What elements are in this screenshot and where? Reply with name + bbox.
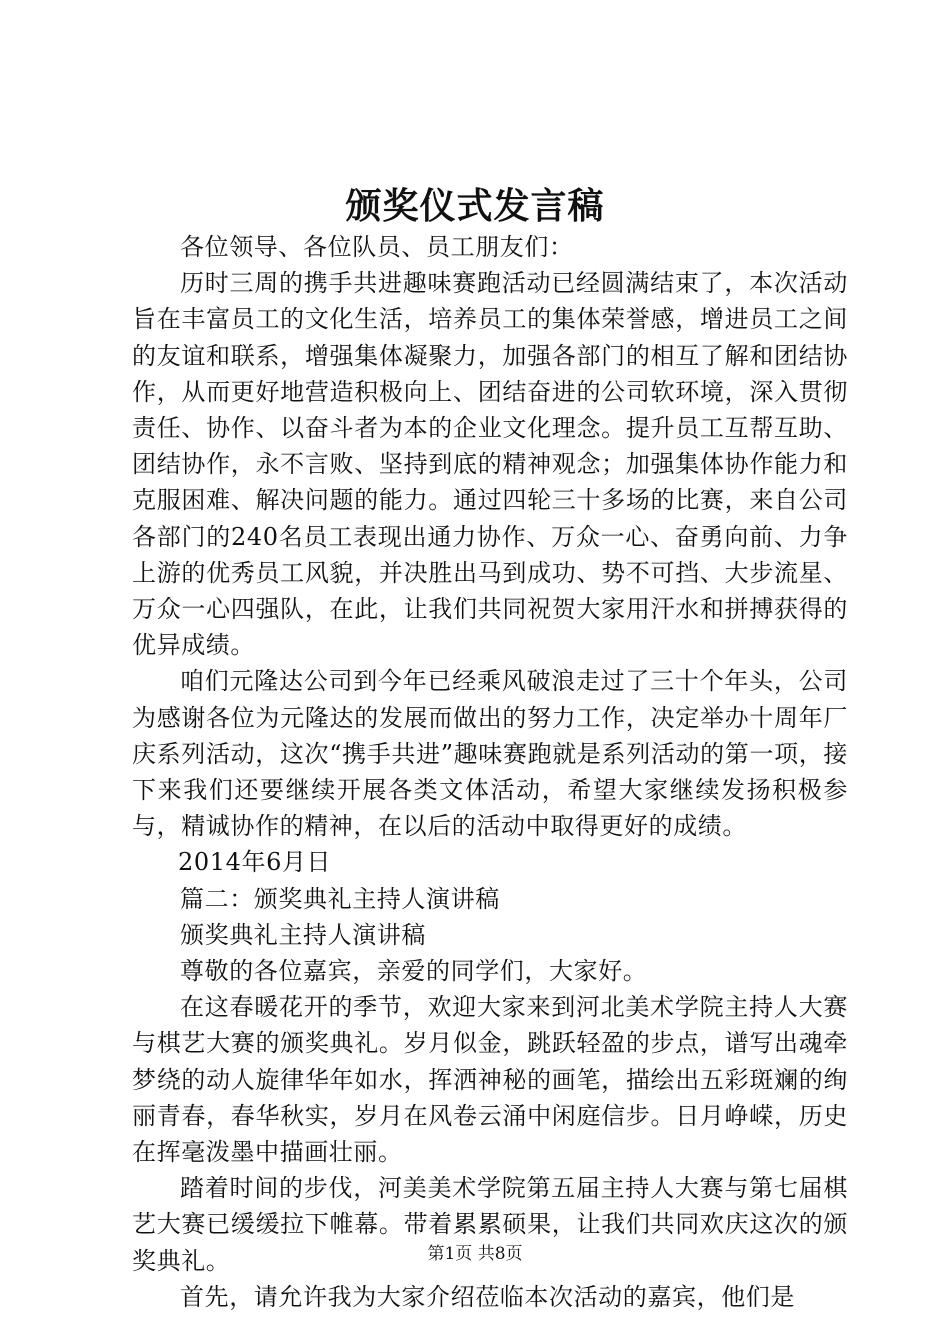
salutation: 各位领导、各位队员、员工朋友们： bbox=[180, 233, 574, 261]
section-heading: 篇二：颁奖典礼主持人演讲稿 bbox=[180, 884, 500, 913]
paragraph-company-anniversary: 咱们元隆达公司到今年已经乘风破浪走过了三十个年头，公司为感谢各位为元隆达的发展而做出的努力工作，决定举办十周年厂庆系列活动，这次“携手共进”趣味赛跑就是系列活动的第一项，接下来我们还要继续开展各类文体活动，希望大家继续发扬积极参与，精诚协作的精神，在以后的活动中取得更好的成绩。 bbox=[132, 667, 848, 841]
document-title: 颁奖仪式发言稿 bbox=[345, 185, 605, 227]
paragraph-conclusion: 踏着时间的步伐，河美美术学院第五届主持人大赛与第七届棋艺大赛已缓缓拉下帷幕。带着累累硕果，让我们共同欢庆这次的颁奖典礼。 bbox=[132, 1174, 848, 1275]
date-line: 2014年6月日 bbox=[178, 848, 332, 877]
document-body bbox=[132, 229, 848, 1315]
page-footer: 第1页 共8页 bbox=[427, 1244, 523, 1264]
greeting: 尊敬的各位嘉宾，亲爱的同学们，大家好。 bbox=[180, 957, 648, 986]
paragraph-guests-intro: 首先，请允许我为大家介绍莅临本次活动的嘉宾，他们是 bbox=[180, 1282, 795, 1311]
paragraph-activity-summary: 历时三周的携手共进趣味赛跑活动已经圆满结束了，本次活动旨在丰富员工的文化生活，培养员工的集体荣誉感，增进员工之间的友谊和联系，增强集体凝聚力，加强各部门的相互了解和团结协作，从而更好地营造积极向上、团结奋进的公司软环境，深入贯彻责任、协作、以奋斗者为本的企业文化理念。提升员工互帮互助、团结协作，永不言败、坚持到底的精神观念；加强集体协作能力和克服困难、解决问题的能力。通过四轮三十多场的比赛，来自公司各部门的240名员工表现出通力协作、万众一心、奋勇向前、力争上游的优秀员工风貌，并决胜出马到成功、势不可挡、大步流星、万众一心四强队，在此，让我们共同祝贺大家用汗水和拼搏获得的优异成绩。 bbox=[132, 269, 848, 660]
paragraph-welcome: 在这春暖花开的季节，欢迎大家来到河北美术学院主持人大赛与棋艺大赛的颁奖典礼。岁月似金，跳跃轻盈的步点，谱写出魂牵梦绕的动人旋律华年如水，挥洒神秘的画笔，描绘出五彩斑斓的绚丽青春，春华秋实，岁月在风卷云涌中闲庭信步。日月峥嵘，历史在挥毫泼墨中描画壮丽。 bbox=[132, 993, 848, 1167]
subsection-title: 颁奖典礼主持人演讲稿 bbox=[180, 920, 426, 949]
